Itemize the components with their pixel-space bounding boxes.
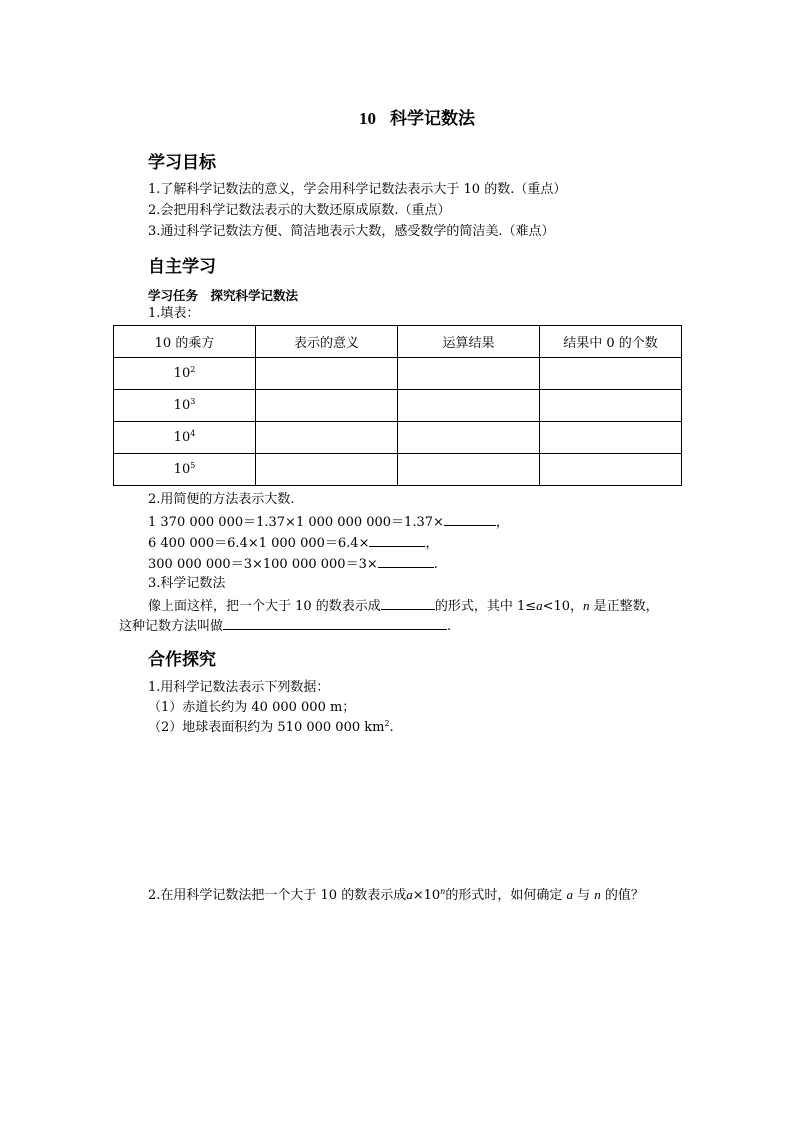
table-header-row <box>114 326 682 358</box>
table-row <box>114 454 682 486</box>
coop-question-1b: （2）地球表面积约为 510 000 000 $km^2$. <box>148 719 394 735</box>
goal-2: 2.会把用科学记数法表示的大数还原成原数.（重点） <box>148 203 451 218</box>
task-title: 学习任务 探究科学记数法 <box>148 288 299 303</box>
power-cell: $10^5$ <box>114 454 256 486</box>
table-header-cell: 表示的意义 <box>256 326 398 358</box>
result-cell[interactable] <box>398 422 540 454</box>
meaning-cell[interactable] <box>256 422 398 454</box>
table-header-cell: 运算结果 <box>398 326 540 358</box>
page-title <box>0 104 794 129</box>
zero-count-cell[interactable] <box>540 422 682 454</box>
result-cell[interactable] <box>398 358 540 390</box>
simple-line-2: 6 400 000＝6.4×1 000 000＝6.4× ， <box>148 533 438 553</box>
simple-label: 2.用简便的方法表示大数. <box>148 492 295 507</box>
result-cell[interactable] <box>398 454 540 486</box>
result-cell[interactable] <box>398 390 540 422</box>
zero-count-cell[interactable] <box>540 358 682 390</box>
method-name-blank[interactable] <box>223 616 447 630</box>
answer-blank[interactable] <box>369 533 425 547</box>
coop-question-1: 1.用科学记数法表示下列数据： <box>148 680 330 695</box>
simple-line-1: 1 370 000 000＝1.37×1 000 000 000＝1.37× ， <box>148 512 509 532</box>
power-cell: $10^3$ <box>114 390 256 422</box>
heading-goals: 学习目标 <box>148 153 216 173</box>
title-text: 科学记数法 <box>390 109 475 129</box>
table-row <box>114 358 682 390</box>
goal-3: 3.通过科学记数法方便、简洁地表示大数，感受数学的简洁美.（难点） <box>148 224 555 239</box>
table-header-cell: 结果中 0 的个数 <box>540 326 682 358</box>
power-cell: $10^4$ <box>114 422 256 454</box>
zero-count-cell[interactable] <box>540 390 682 422</box>
answer-blank[interactable] <box>444 512 496 526</box>
heading-self-study: 自主学习 <box>148 257 216 277</box>
table-header-cell: 10 的乘方 <box>114 326 256 358</box>
meaning-cell[interactable] <box>256 390 398 422</box>
answer-blank[interactable] <box>378 554 434 568</box>
table-row <box>114 422 682 454</box>
meaning-cell[interactable] <box>256 454 398 486</box>
fill-label: 1.填表： <box>148 306 200 321</box>
power-cell: $10^2$ <box>114 358 256 390</box>
sci-paragraph-line-1: 像上面这样，把一个大于 10 的数表示成 的形式，其中 1≤a<10，n 是正整数， <box>148 598 659 614</box>
meaning-cell[interactable] <box>256 358 398 390</box>
fill-table <box>113 325 682 486</box>
coop-question-1a: （1）赤道长约为 40 000 000 m； <box>148 700 356 715</box>
sci-paragraph-line-2: 这种记数方法叫做 . <box>119 616 451 636</box>
sci-label: 3.科学记数法 <box>148 576 226 591</box>
form-blank[interactable] <box>381 596 435 610</box>
simple-line-3: 300 000 000＝3×100 000 000＝3× . <box>148 554 438 574</box>
title-number: 10 <box>359 109 376 128</box>
goal-1: 1.了解科学记数法的意义，学会用科学记数法表示大于 10 的数.（重点） <box>148 182 567 197</box>
heading-cooperation: 合作探究 <box>148 650 216 670</box>
coop-question-2: 2.在用科学记数法把一个大于 10 的数表示成$a\times 10^n$的形式时，如何确定 a 与 n 的值？ <box>148 887 644 903</box>
table-row <box>114 390 682 422</box>
zero-count-cell[interactable] <box>540 454 682 486</box>
